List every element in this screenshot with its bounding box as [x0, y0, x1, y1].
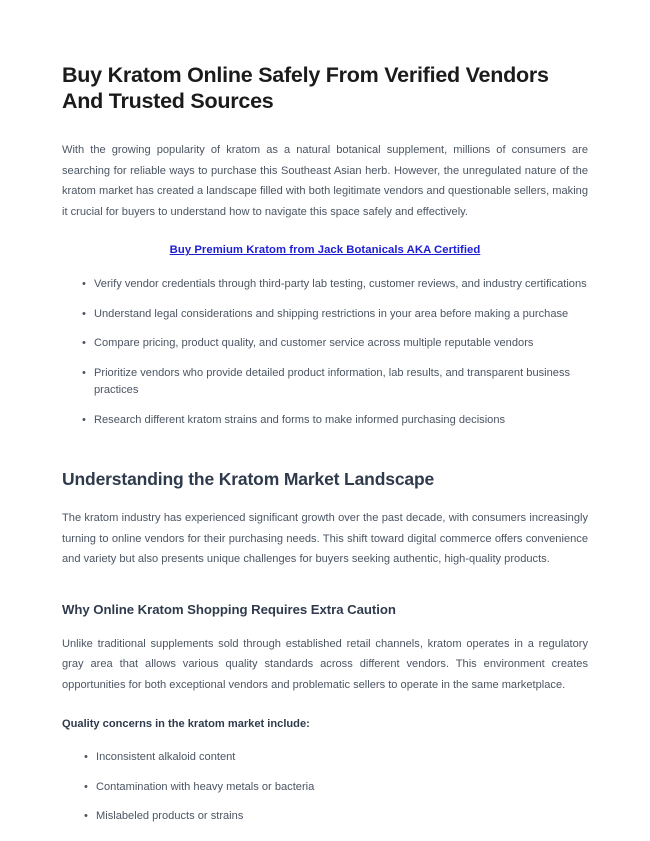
bullet-icon: •: [82, 278, 86, 290]
promo-link[interactable]: Buy Premium Kratom from Jack Botanicals AKA Certified: [169, 244, 481, 256]
list-item-label: Understand legal considerations and shipping restrictions in your area before making a purchase: [94, 307, 569, 320]
list-item: [84, 749, 588, 767]
list-item-label: Compare pricing, product quality, and customer service across multiple reputable vendors: [94, 337, 534, 349]
list-item-label: Research different kratom strains and forms to make informed purchasing decisions: [94, 413, 506, 426]
quality-concerns-list: [62, 749, 588, 826]
key-points-list: [82, 276, 588, 429]
list-item: [84, 808, 588, 826]
list-item: [82, 412, 588, 430]
list-item: [84, 779, 588, 797]
bullet-icon: •: [82, 337, 86, 349]
bullet-icon: •: [82, 413, 86, 426]
bullet-icon: •: [82, 307, 86, 320]
bullet-icon: •: [82, 366, 86, 379]
key-points-block: [62, 276, 588, 429]
promo-link-container: [62, 240, 588, 258]
list-item-label: Contamination with heavy metals or bacteria: [96, 780, 315, 793]
section-heading-market-landscape: Understanding the Kratom Market Landscape: [62, 469, 435, 489]
bullet-icon: •: [84, 810, 88, 822]
list-item: [82, 365, 588, 400]
list-item: [82, 335, 588, 353]
list-item-label: Inconsistent alkaloid content: [96, 751, 236, 763]
sub-heading-extra-caution: Why Online Kratom Shopping Requires Extra Caution: [62, 601, 396, 617]
bullet-icon: •: [84, 780, 88, 793]
subsection-paragraph-extra-caution: Unlike traditional supplements sold through established retail channels, kratom operates in a regulatory gray area that allows various quality standards across different vendors. This environment creates opportunities for both exceptional vendors and problematic sellers to operate in the same marketplace.: [62, 637, 588, 691]
list-item: [82, 306, 588, 324]
section-paragraph-market-landscape: The kratom industry has experienced significant growth over the past decade, with consumers increasingly turning to online vendors for their purchasing needs. This shift toward digital commerce offers convenience and variety but also presents unique challenges for buyers seeking authentic, high-quality products.: [62, 512, 588, 565]
intro-paragraph: With the growing popularity of kratom as a natural botanical supplement, millions of consumers are searching for reliable ways to purchase this Southeast Asian herb. However, the unregulated nature of the kratom market has created a landscape filled with both legitimate vendors and questionable sellers, making it crucial for buyers to understand how to navigate this space safely and effectively.: [62, 144, 589, 218]
page-title: Buy Kratom Online Safely From Verified Vendors And Trusted Sources: [62, 63, 549, 113]
quality-concerns-lead-in: Quality concerns in the kratom market include:: [62, 718, 310, 730]
document-content: [62, 62, 588, 826]
list-item-label: Verify vendor credentials through third-party lab testing, customer reviews, and industry certifications: [94, 278, 587, 290]
bullet-icon: •: [84, 751, 88, 763]
list-item: [82, 276, 588, 294]
list-item-label: Prioritize vendors who provide detailed product information, lab results, and transparent business practices: [94, 366, 571, 396]
list-item-label: Mislabeled products or strains: [96, 810, 244, 822]
